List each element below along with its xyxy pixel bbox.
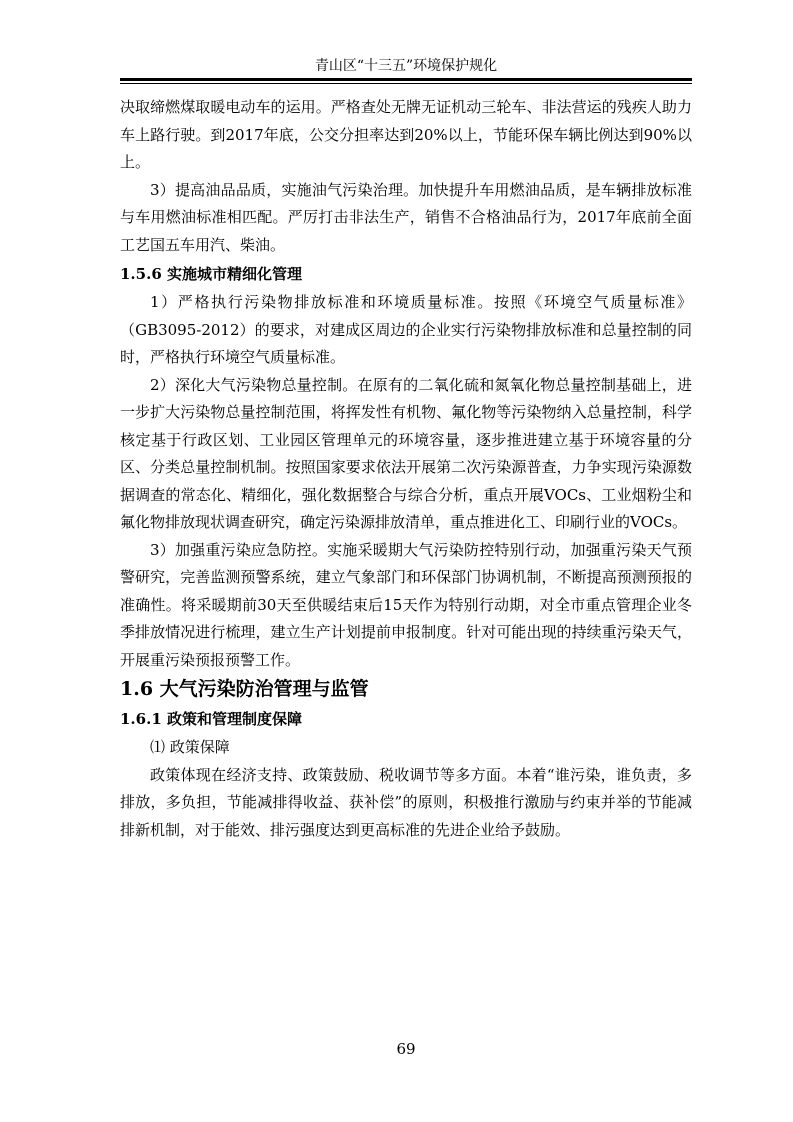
header-rule-thin [120,83,692,84]
paragraph: 3）加强重污染应急防控。实施采暖期大气污染防控特别行动，加强重污染天气预警研究，完善监测预警系统，建立气象部门和环保部门协调机制，不断提高预测预报的准确性。将采暖期前30天至供暖结束后15天作为特别行动期，对全市重点管理企业冬季排放情况进行梳理，建立生产计划提前申报制度。针对可能出现的持续重污染天气，开展重污染预报预警工作。 [120,540,692,669]
paragraph: 3）提高油品品质，实施油气污染治理。加快提升车用燃油品质，是车辆排放标准与车用燃油标准相匹配。严厉打击非法生产，销售不合格油品行为，2017年底前全面工艺国五车用汽、柴油。 [120,180,692,254]
document-body [120,94,692,844]
page-header-title: 青山区“十三五”环境保护规化 [314,58,498,74]
header-rule-thick [120,78,692,81]
subheading-policy: ⑴ 政策保障 [150,738,230,756]
paragraph: 1）严格执行污染物排放标准和环境质量标准。按照《环境空气质量标准》（GB3095-2012）的要求，对建成区周边的企业实行污染物排放标准和总量控制的同时，严格执行环境空气质量标准。 [120,293,692,366]
paragraph: 政策体现在经济支持、政策鼓励、税收调节等多方面。本着“谁污染，谁负责，多排放，多负担，节能减排得收益、获补偿”的原则，积极推行激励与约束并举的节能减排新机制，对于能效、排污强度达到更高标准的先进企业给予鼓励。 [120,765,692,839]
paragraph: 2）深化大气污染物总量控制。在原有的二氧化硫和氮氧化物总量控制基础上，进一步扩大污染物总量控制范围，将挥发性有机物、氟化物等污染物纳入总量控制，科学核定基于行政区划、工业园区管理单元的环境容量，逐步推进建立基于环境容量的分区、分类总量控制机制。按照国家要求依法开展第二次污染源普查，力争实现污染源数据调查的常态化、精细化，强化数据整合与综合分析，重点开展VOCs、工业烟粉尘和氟化物排放现状调查研究，确定污染源排放清单，重点推进化工、印刷行业的VOCs。 [120,375,692,531]
paragraph: 决取缔燃煤取暖电动车的运用。严格查处无牌无证机动三轮车、非法营运的残疾人助力车上路行驶。到2017年底，公交分担率达到20%以上，节能环保车辆比例达到90%以上。 [120,98,692,171]
section-heading-1-6: 1.6 大气污染防治管理与监管 [120,678,369,700]
page-number: 69 [396,1040,416,1058]
section-heading-1-5-6: 1.5.6 实施城市精细化管理 [120,265,302,283]
section-heading-1-6-1: 1.6.1 政策和管理制度保障 [120,710,302,728]
